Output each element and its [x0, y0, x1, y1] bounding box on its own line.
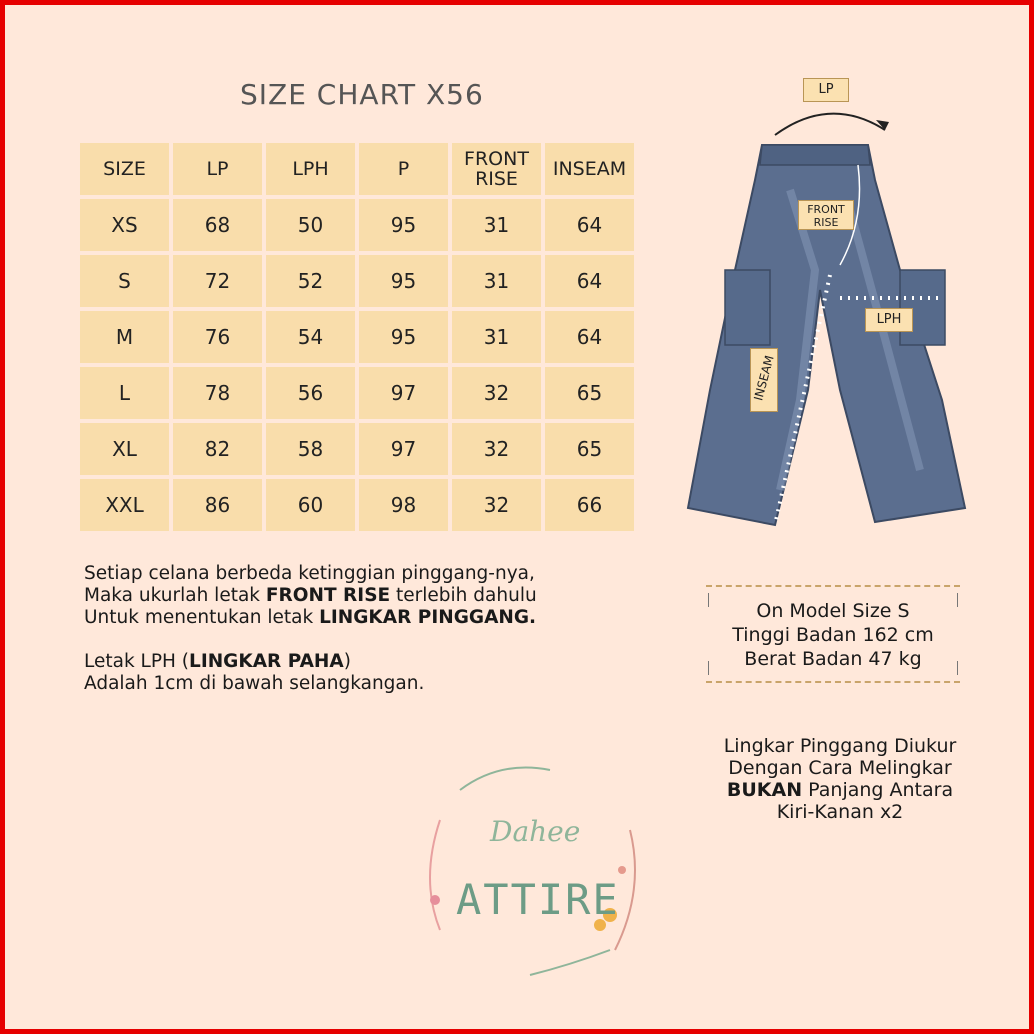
table-size-cell: XXL [80, 479, 169, 531]
table-size-cell: L [80, 367, 169, 419]
label-lp: LP [803, 78, 849, 102]
table-header-cell: INSEAM [545, 143, 634, 195]
table-header-cell: LP [173, 143, 262, 195]
table-size-cell: M [80, 311, 169, 363]
table-value-cell: 50 [266, 199, 355, 251]
label-front-rise: FRONT RISE [798, 200, 854, 230]
label-inseam: INSEAM [750, 348, 778, 412]
note-line: Maka ukurlah letak FRONT RISE terlebih dahulu [84, 585, 537, 606]
table-header-cell: FRONT RISE [452, 143, 541, 195]
waist-measure-note: Lingkar Pinggang Diukur Dengan Cara Melingkar BUKAN Panjang Antara Kiri-Kanan x2 [723, 735, 957, 823]
table-size-cell: XL [80, 423, 169, 475]
page-title: SIZE CHART X56 [240, 78, 484, 111]
table-value-cell: 64 [545, 199, 634, 251]
brand-logo [400, 750, 660, 994]
table-value-cell: 32 [452, 367, 541, 419]
table-size-cell: S [80, 255, 169, 307]
table-value-cell: 86 [173, 479, 262, 531]
table-value-cell: 78 [173, 367, 262, 419]
table-value-cell: 52 [266, 255, 355, 307]
table-value-cell: 54 [266, 311, 355, 363]
table-value-cell: 98 [359, 479, 448, 531]
table-value-cell: 56 [266, 367, 355, 419]
note-line: Setiap celana berbeda ketinggian pinggang-nya, [84, 563, 535, 584]
logo-script: Dahee [490, 815, 581, 848]
table-value-cell: 31 [452, 199, 541, 251]
table-value-cell: 31 [452, 311, 541, 363]
table-value-cell: 82 [173, 423, 262, 475]
table-value-cell: 64 [545, 255, 634, 307]
table-value-cell: 76 [173, 311, 262, 363]
table-header-cell: LPH [266, 143, 355, 195]
model-height: Tinggi Badan 162 cm [732, 624, 934, 646]
table-value-cell: 95 [359, 255, 448, 307]
table-value-cell: 31 [452, 255, 541, 307]
size-chart-table [80, 143, 634, 531]
model-size: On Model Size S [756, 600, 910, 622]
table-value-cell: 32 [452, 479, 541, 531]
table-header-cell: P [359, 143, 448, 195]
note-line: Adalah 1cm di bawah selangkangan. [84, 673, 425, 694]
measurement-note [84, 563, 537, 695]
table-value-cell: 58 [266, 423, 355, 475]
table-value-cell: 65 [545, 423, 634, 475]
logo-word: ATTIRE [456, 875, 620, 924]
table-value-cell: 64 [545, 311, 634, 363]
note-line: Letak LPH (LINGKAR PAHA) [84, 651, 351, 672]
table-value-cell: 60 [266, 479, 355, 531]
table-header-cell: SIZE [80, 143, 169, 195]
table-value-cell: 32 [452, 423, 541, 475]
table-value-cell: 97 [359, 423, 448, 475]
table-value-cell: 97 [359, 367, 448, 419]
label-lph: LPH [865, 308, 913, 332]
note-line: Untuk menentukan letak LINGKAR PINGGANG. [84, 607, 537, 628]
model-info-box [706, 585, 960, 683]
table-value-cell: 66 [545, 479, 634, 531]
table-value-cell: 68 [173, 199, 262, 251]
table-value-cell: 95 [359, 311, 448, 363]
table-value-cell: 95 [359, 199, 448, 251]
table-value-cell: 72 [173, 255, 262, 307]
model-weight: Berat Badan 47 kg [744, 648, 922, 670]
jeans-diagram [680, 70, 980, 544]
table-value-cell: 65 [545, 367, 634, 419]
table-size-cell: XS [80, 199, 169, 251]
